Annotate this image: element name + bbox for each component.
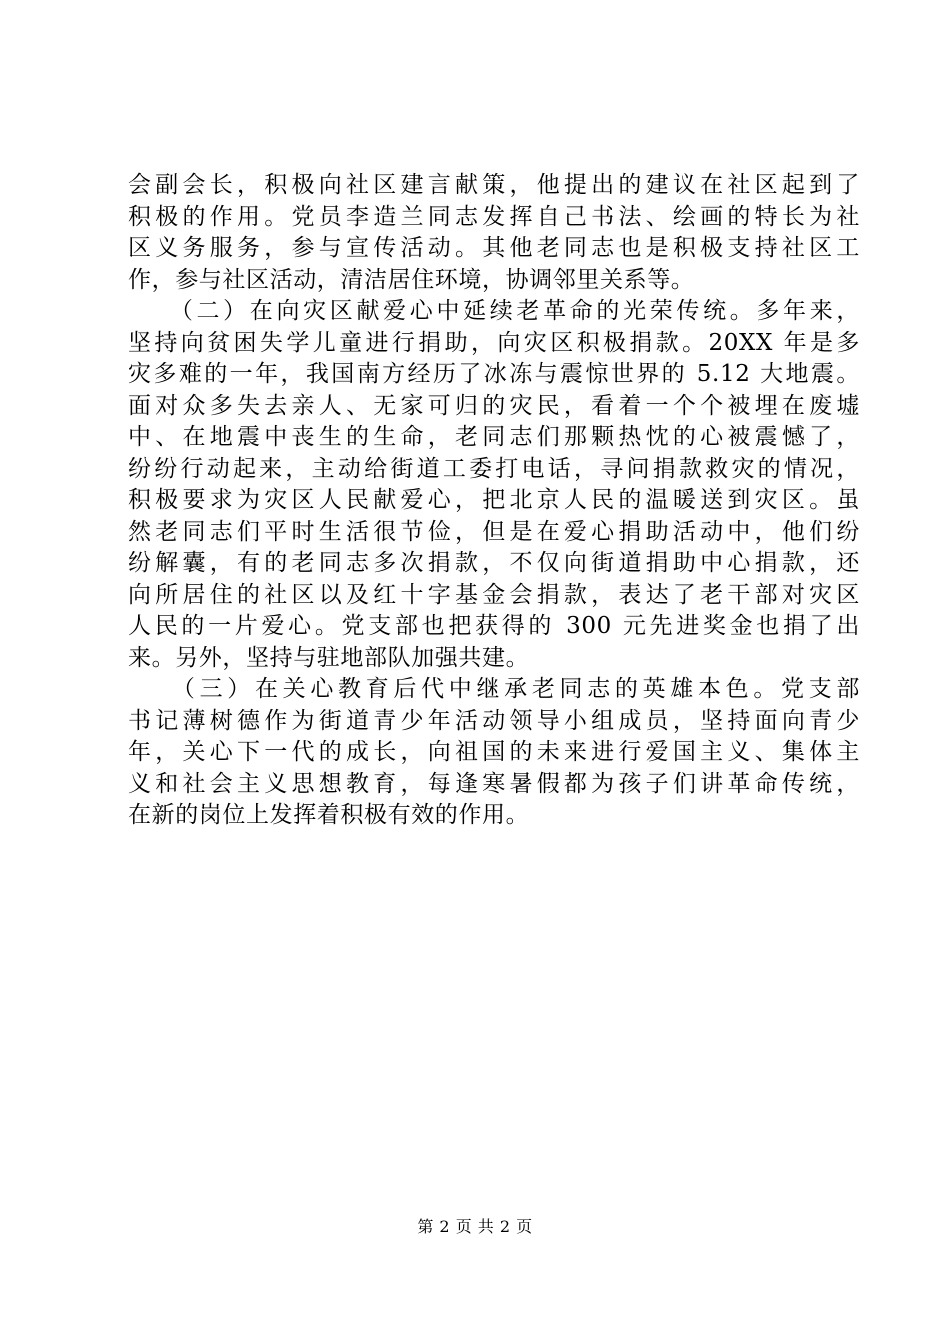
body-text — [128, 170, 860, 832]
text-line: 义和社会主义思想教育，每逢寒暑假都为孩子们讲革命传统， — [128, 770, 860, 797]
text-line: 坚持向贫困失学儿童进行捐助，向灾区积极捐款。20XX 年是多 — [128, 329, 860, 356]
text-line: 人民的一片爱心。党支部也把获得的 300 元先进奖金也捐了出 — [128, 613, 860, 639]
text-line: 区义务服务，参与宣传活动。其他老同志也是积极支持社区工 — [128, 235, 860, 261]
text-line: 书记薄树德作为街道青少年活动领导小组成员，坚持面向青少 — [128, 707, 860, 734]
text-line: 在新的岗位上发挥着积极有效的作用。 — [128, 802, 530, 828]
text-line: 向所居住的社区以及红十字基金会捐款，表达了老干部对灾区 — [128, 581, 860, 608]
text-line: 年，关心下一代的成长，向祖国的未来进行爱国主义、集体主 — [128, 739, 860, 765]
text-line: 作，参与社区活动，清洁居住环境，协调邻里关系等。 — [128, 266, 695, 293]
text-line: 纷解囊，有的老同志多次捐款，不仅向街道捐助中心捐款，还 — [128, 550, 860, 576]
text-line: （二）在向灾区献爱心中延续老革命的光荣传统。多年来， — [128, 298, 860, 324]
text-line: 积极的作用。党员李造兰同志发挥自己书法、绘画的特长为社 — [128, 203, 860, 230]
text-line: 积极要求为灾区人民献爱心，把北京人民的温暖送到灾区。虽 — [128, 487, 860, 513]
text-line: 面对众多失去亲人、无家可归的灾民，看着一个个被埋在废墟 — [128, 392, 860, 419]
text-line: 纷纷行动起来，主动给街道工委打电话，寻问捐款救灾的情况， — [128, 455, 860, 482]
text-line: 然老同志们平时生活很节俭，但是在爱心捐助活动中，他们纷 — [128, 518, 860, 545]
text-line: 来。另外，坚持与驻地部队加强共建。 — [128, 644, 530, 671]
page-footer: 第 2 页 共 2 页 — [417, 1217, 533, 1236]
text-line: 会副会长，积极向社区建言献策，他提出的建议在社区起到了 — [128, 172, 860, 198]
text-line: 灾多难的一年，我国南方经历了冰冻与震惊世界的 5.12 大地震。 — [128, 361, 860, 387]
text-line: 中、在地震中丧生的生命，老同志们那颗热忱的心被震憾了， — [128, 424, 860, 450]
text-line: （三）在关心教育后代中继承老同志的英雄本色。党支部 — [128, 676, 860, 702]
